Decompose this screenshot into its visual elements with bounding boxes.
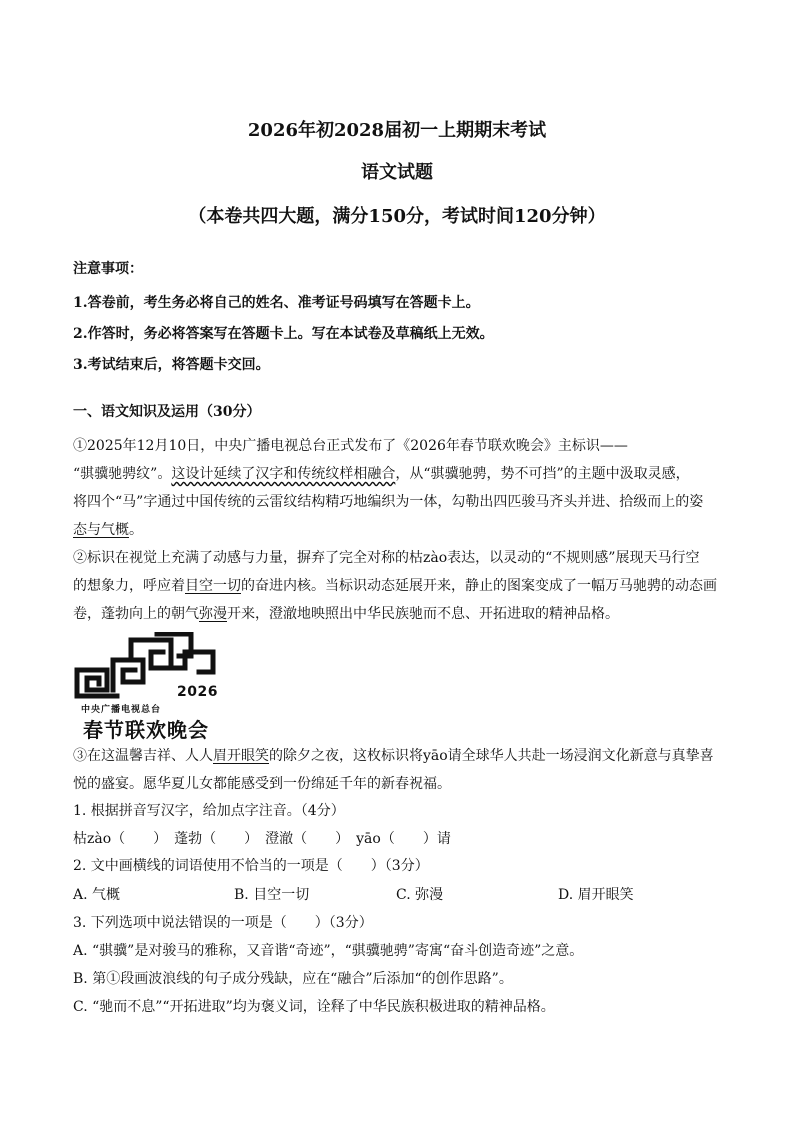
question-2-options [73,884,733,904]
underlined-word: 态与气概 [73,522,129,538]
section-heading: 一、语文知识及运用（30分） [73,404,261,420]
text: 开来，澄澈地映照出中华民族驰而不息、开拓进取的精神品格。 [227,606,619,622]
exam-subject: 语文试题 [361,162,433,183]
paragraph-1-line [73,520,733,540]
exam-info: （本卷共四大题，满分150分，考试时间120分钟） [188,206,606,227]
paragraph-2-line: ②标识在视觉上充满了动感与力量，摒弃了完全对称的枯zào表达，以灵动的“不规则感”展现天马行空 [73,550,700,566]
question-1-items: 枯zào（ ） 蓬勃（ ） 澄澈（ ） yāo（ ）请 [73,831,451,847]
exam-title: 2026年初2028届初一上期期末考试 [247,120,547,141]
notice-item: 2.作答时，务必将答案写在答题卡上。写在本试卷及草稿纸上无效。 [73,326,494,342]
paragraph-1-line [73,464,733,484]
logo-year: 2026 [177,684,218,700]
question-3-option-a: A. “骐骥”是对骏马的雅称，又音谐“奇迹”，“骐骥驰骋”寄寓“奋斗创造奇迹”之意。 [73,943,584,959]
underlined-word: 目空一切 [185,578,241,594]
notice-item: 1.答卷前，考生务必将自己的姓名、准考证号码填写在答题卡上。 [73,295,480,311]
text: 的奋进内核。当标识动态延展开来，静止的图案变成了一幅万马驰骋的动态画 [241,578,717,594]
option-d: D. 眉开眼笑 [558,887,634,903]
wavy-underlined-sentence: 这设计延续了汉字和传统纹样相融合 [171,466,396,482]
paragraph-3-line [73,746,733,766]
text: “骐骥驰骋纹”。 [73,466,172,482]
notice-heading: 注意事项： [73,261,143,277]
question-1-stem: 1. 根据拼音写汉字，给加点字注音。（4分） [73,803,345,819]
question-3-stem: 3. 下列选项中说法错误的一项是（ ）（3分） [73,915,373,931]
paragraph-2-line [73,576,733,596]
paragraph-1-line: 将四个“马”字通过中国传统的云雷纹结构精巧地编织为一体，勾勒出四匹骏马齐头并进、拾级而上的姿 [73,494,704,510]
question-3-option-b: B. 第①段画波浪线的句子成分残缺，应在“融合”后添加“的创作思路”。 [73,971,513,987]
underlined-word: 弥漫 [199,606,227,622]
gala-logo [73,632,223,740]
text: 的除夕之夜，这枚标识将yāo请全球华人共赴一场浸润文化新意与真挚喜 [269,748,714,764]
option-a: A. 气概 [73,887,121,903]
text: 卷，蓬勃向上的朝气 [73,606,199,622]
question-3-option-c: C. “驰而不息”“开拓进取”均为褒义词，诠释了中华民族积极进取的精神品格。 [73,999,555,1015]
text: 。 [129,522,143,538]
text: ，从“骐骥驰骋，势不可挡”的主题中汲取灵感， [395,466,690,482]
text: ③在这温馨吉祥、人人 [73,748,213,764]
text: 的想象力，呼应着 [73,578,185,594]
paragraph-1-line: ①2025年12月10日，中央广播电视总台正式发布了《2026年春节联欢晚会》主标识—— [73,438,628,454]
paragraph-2-line [73,604,733,624]
logo-org: 中央广播电视总台 [81,705,162,715]
option-c: C. 弥漫 [396,887,444,903]
paragraph-3-line: 悦的盛宴。愿华夏儿女都能感受到一份绵延千年的新春祝福。 [73,776,451,792]
underlined-word: 眉开眼笑 [213,748,269,764]
question-2-stem: 2. 文中画横线的词语使用不恰当的一项是（ ）（3分） [73,858,429,874]
logo-name: 春节联欢晚会 [83,718,209,742]
option-b: B. 目空一切 [234,887,310,903]
notice-item: 3.考试结束后，将答题卡交回。 [73,357,270,373]
